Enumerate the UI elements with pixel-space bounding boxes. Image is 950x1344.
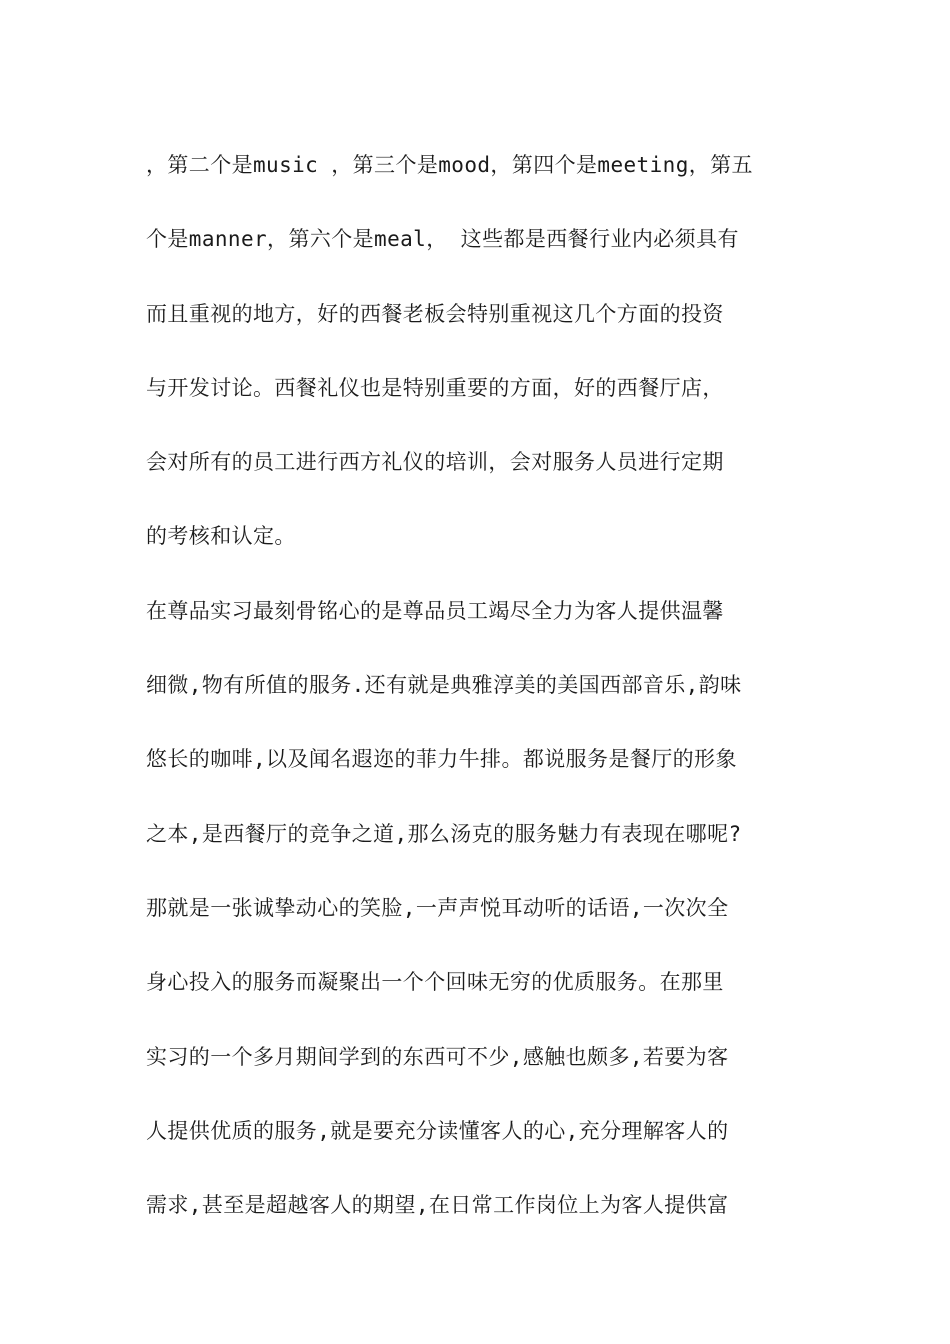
text-line: 悠长的咖啡,以及闻名遐迩的菲力牛排。都说服务是餐厅的形象	[146, 747, 737, 772]
text-line: 细微,物有所值的服务.还有就是典雅淳美的美国西部音乐,韵味	[146, 673, 742, 698]
text-line: 那就是一张诚挚动心的笑脸,一声声悦耳动听的话语,一次次全	[146, 895, 729, 920]
text-line: 会对所有的员工进行西方礼仪的培训，会对服务人员进行定期	[146, 450, 724, 475]
text-line: 与开发讨论。西餐礼仪也是特别重要的方面，好的西餐厅店，	[146, 375, 724, 400]
text-line: 之本,是西餐厅的竞争之道,那么汤克的服务魅力有表现在哪呢?	[146, 821, 742, 846]
text-line: 而且重视的地方，好的西餐老板会特别重视这几个方面的投资	[146, 301, 724, 326]
text-line: 人提供优质的服务,就是要充分读懂客人的心,充分理解客人的	[146, 1118, 729, 1143]
text-line: 需求,甚至是超越客人的期望,在日常工作岗位上为客人提供富	[146, 1193, 729, 1218]
body-text	[146, 128, 826, 1242]
text-line: 的考核和认定。	[146, 524, 296, 549]
text-line: 在尊品实习最刻骨铭心的是尊品员工竭尽全力为客人提供温馨	[146, 598, 724, 623]
text-line: 身心投入的服务而凝聚出一个个回味无穷的优质服务。在那里	[146, 970, 724, 995]
text-line: 实习的一个多月期间学到的东西可不少,感触也颇多,若要为客	[146, 1044, 729, 1069]
text-line: ，第二个是music ，第三个是mood，第四个是meeting，第五	[146, 153, 753, 177]
text-line: 个是manner，第六个是meal， 这些都是西餐行业内必须具有	[146, 227, 739, 252]
